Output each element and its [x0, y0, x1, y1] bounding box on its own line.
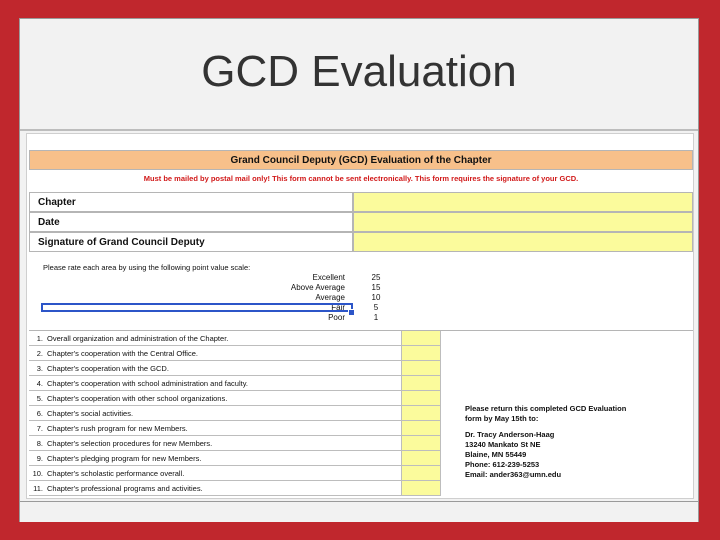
score-cell[interactable]	[401, 361, 441, 376]
item-text: Chapter's professional programs and activities.	[47, 484, 203, 493]
return-line-1: Please return this completed GCD Evaluation	[465, 404, 627, 413]
chapter-field[interactable]	[353, 192, 693, 212]
return-city: Blaine, MN 55449	[465, 450, 527, 459]
item-text: Overall organization and administration of the Chapter.	[47, 334, 229, 343]
score-cell[interactable]	[401, 466, 441, 481]
item-number: 9.	[36, 454, 43, 463]
chapter-label: Chapter	[29, 192, 353, 212]
return-email: Email: ander363@umn.edu	[465, 470, 562, 479]
date-label: Date	[29, 212, 353, 232]
scale-instructions: Please rate each area by using the following point value scale:	[43, 263, 251, 272]
item-number: 4.	[36, 379, 43, 388]
slide	[19, 18, 699, 522]
score-cell[interactable]	[401, 331, 441, 346]
score-cell[interactable]	[401, 391, 441, 406]
item-number: 8.	[36, 439, 43, 448]
scale-label-above-average: Above Average	[290, 283, 345, 292]
fill-handle[interactable]	[348, 309, 355, 316]
evaluation-form	[26, 133, 694, 499]
return-street: 13240 Mankato St NE	[465, 440, 541, 449]
scale-points-average: 10	[371, 293, 381, 302]
date-field[interactable]	[353, 212, 693, 232]
item-text: Chapter's selection procedures for new Members.	[47, 439, 213, 448]
item-number: 11.	[33, 484, 43, 493]
score-cell[interactable]	[401, 376, 441, 391]
return-instructions	[465, 404, 626, 480]
item-text: Chapter's cooperation with the GCD.	[47, 364, 169, 373]
item-number: 2.	[36, 349, 43, 358]
item-text: Chapter's pledging program for new Members.	[47, 454, 202, 463]
score-cell[interactable]	[401, 346, 441, 361]
scale-points-poor: 1	[373, 313, 379, 322]
list-item	[29, 481, 401, 496]
list-item	[29, 421, 401, 436]
list-item	[29, 436, 401, 451]
item-number: 5.	[36, 394, 43, 403]
item-text: Chapter's rush program for new Members.	[47, 424, 188, 433]
list-item	[29, 406, 401, 421]
return-line-2: form by May 15th to:	[465, 414, 539, 423]
item-text: Chapter's cooperation with the Central Office.	[47, 349, 198, 358]
score-cell[interactable]	[401, 406, 441, 421]
item-text: Chapter's social activities.	[47, 409, 134, 418]
content-area	[20, 131, 698, 501]
signature-label: Signature of Grand Council Deputy	[29, 232, 353, 252]
item-number: 7.	[36, 424, 43, 433]
scale-label-fair: Fair	[331, 303, 345, 312]
scale-points-fair: 5	[373, 303, 379, 312]
title-area	[20, 19, 698, 131]
scale-label-poor: Poor	[328, 313, 345, 322]
score-cell[interactable]	[401, 451, 441, 466]
score-cell[interactable]	[401, 436, 441, 451]
list-item	[29, 451, 401, 466]
scale-points-excellent: 25	[371, 273, 381, 282]
item-text: Chapter's scholastic performance overall.	[47, 469, 185, 478]
return-name: Dr. Tracy Anderson-Haag	[465, 430, 555, 439]
list-item	[29, 376, 401, 391]
item-number: 10.	[32, 469, 43, 478]
footer-area	[20, 501, 698, 522]
form-heading: Grand Council Deputy (GCD) Evaluation of the Chapter	[29, 150, 693, 170]
list-item	[29, 466, 401, 481]
scale-label-excellent: Excellent	[312, 273, 345, 282]
scale-points-above-average: 15	[371, 283, 381, 292]
list-item	[29, 346, 401, 361]
item-text: Chapter's cooperation with other school organizations.	[47, 394, 228, 403]
item-number: 3.	[36, 364, 43, 373]
list-item	[29, 361, 401, 376]
cell-selection-box[interactable]	[41, 303, 353, 312]
score-cell[interactable]	[401, 421, 441, 436]
return-phone: Phone: 612-239-5253	[465, 460, 540, 469]
score-cell[interactable]	[401, 481, 441, 496]
list-item	[29, 331, 401, 346]
scale-label-average: Average	[315, 293, 345, 302]
slide-title: GCD Evaluation	[201, 47, 517, 96]
mail-notice: Must be mailed by postal mail only! This form cannot be sent electronically. This form requires the signature of your GCD.	[143, 174, 579, 183]
signature-field[interactable]	[353, 232, 693, 252]
list-item	[29, 391, 401, 406]
item-number: 1.	[36, 334, 43, 343]
item-text: Chapter's cooperation with school administration and faculty.	[47, 379, 248, 388]
item-number: 6.	[36, 409, 43, 418]
